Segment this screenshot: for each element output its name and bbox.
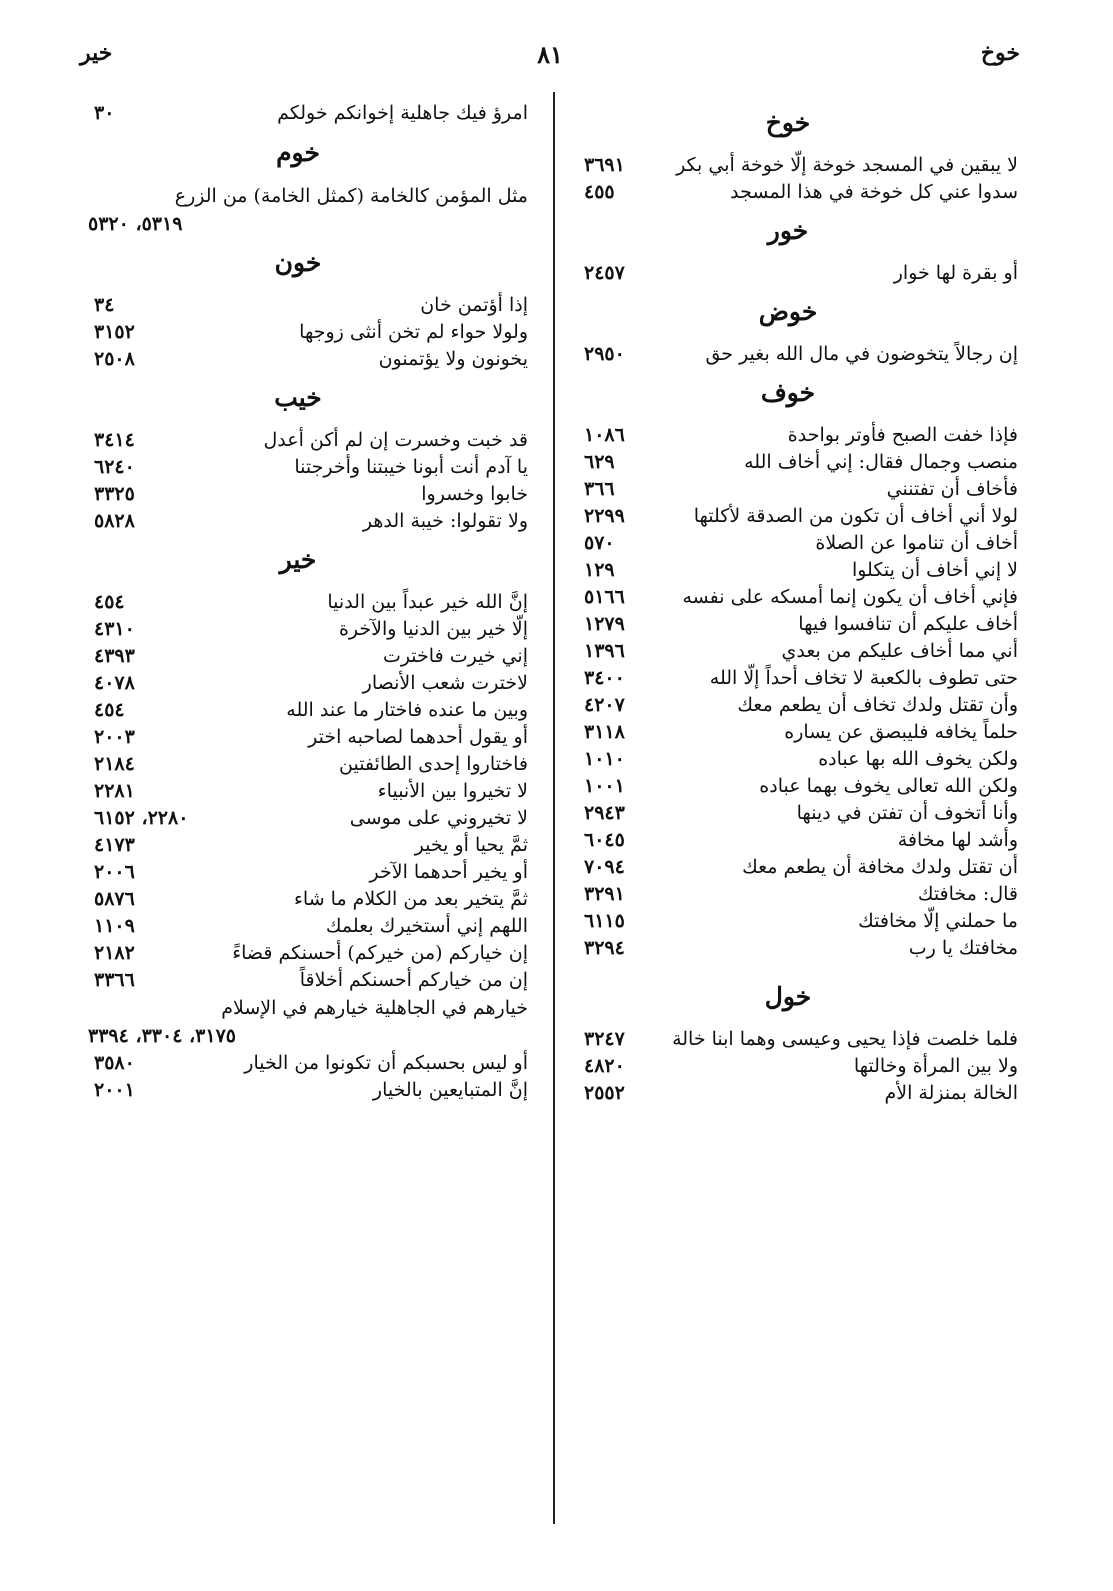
entry-row — [88, 805, 528, 832]
entry-row — [88, 589, 528, 616]
section-heading: خوم — [276, 138, 320, 167]
entry-text: إن من خياركم أحسنكم أخلاقاً — [299, 969, 528, 991]
entry-ref: ٧٠٩٤ — [584, 856, 625, 878]
entry-text: أو يخير أحدهما الآخر — [369, 861, 528, 883]
entry-ref: ٣٥٨٠ — [94, 1052, 135, 1074]
entry-row — [88, 778, 528, 805]
entry-row — [88, 508, 528, 535]
entry-ref: ٦٠٤٥ — [584, 829, 625, 851]
entry-row — [88, 913, 528, 940]
entry-row — [88, 427, 528, 454]
entry-text: لا تخيروا بين الأنبياء — [377, 780, 528, 802]
entry-ref: ٤٥٤ — [94, 591, 125, 613]
entry-row — [578, 584, 1018, 611]
entry-text: مثل المؤمن كالخامة (كمثل الخامة) من الزرع — [174, 185, 528, 207]
entry-text: ولا تقولوا: خيبة الدهر — [362, 510, 528, 532]
entry-ref: ٣٤ — [94, 294, 115, 316]
entry-ref: ٢٠٠٣ — [94, 726, 135, 748]
entry-ref: ٢١٨٤ — [94, 753, 135, 775]
entry-row — [88, 859, 528, 886]
entry-text: فإني أخاف أن يكون إنما أمسكه على نفسه — [682, 586, 1018, 608]
entry-ref: ٤٥٥ — [584, 181, 615, 203]
entry-row — [578, 908, 1018, 935]
entry-ref: ٣٠ — [94, 102, 115, 124]
entry-row — [88, 886, 528, 913]
entry-ref: ١٠٠١ — [584, 775, 625, 797]
entry-row — [88, 454, 528, 481]
entry-ref: ٥٣١٩، ٥٣٢٠ — [88, 213, 183, 235]
entry-text: لاخترت شعب الأنصار — [362, 672, 528, 694]
entry-row — [578, 881, 1018, 908]
entry-text: خابوا وخسروا — [421, 483, 528, 505]
entry-ref: ٤٣٩٣ — [94, 645, 135, 667]
entry-row — [578, 746, 1018, 773]
entry-text: ولا بين المرأة وخالتها — [853, 1055, 1018, 1077]
entry-text: وأن تقتل ولدك تخاف أن يطعم معك — [737, 694, 1018, 716]
entry-row — [88, 697, 528, 724]
entry-text: أو بقرة لها خوار — [893, 262, 1018, 284]
right-column — [578, 98, 1018, 1107]
entry-ref: ٣٣٦٦ — [94, 969, 135, 991]
header-right-keyword: خوخ — [980, 40, 1020, 66]
entry-text: ولكن الله تعالى يخوف بهما عباده — [759, 775, 1018, 797]
entry-text: لا تخيروني على موسى — [349, 807, 528, 829]
entry-row — [88, 643, 528, 670]
entry-ref: ٣٢٤٧ — [584, 1028, 625, 1050]
entry-ref: ٣٦٦ — [584, 478, 615, 500]
section-heading: خول — [764, 982, 812, 1011]
page-number: ٨١ — [537, 40, 563, 69]
entry-row — [578, 476, 1018, 503]
entry-row — [578, 557, 1018, 584]
entry-row — [578, 827, 1018, 854]
entry-row — [578, 692, 1018, 719]
section-heading: خور — [767, 216, 809, 245]
entry-row — [578, 260, 1018, 287]
entry-ref: ٥٨٢٨ — [94, 510, 135, 532]
page-header — [80, 40, 1020, 80]
entry-row — [88, 832, 528, 859]
entry-row — [88, 481, 528, 508]
entry-row — [578, 935, 1018, 962]
entry-row — [578, 1026, 1018, 1053]
entry-text: فأخاف أن تفتنني — [886, 478, 1018, 500]
entry-row — [88, 292, 528, 319]
entry-text: ما حملني إلّا مخافتك — [858, 910, 1018, 932]
entry-ref: ٢٩٤٣ — [584, 802, 625, 824]
entry-ref: ١١٠٩ — [94, 915, 135, 937]
entry-text: ولولا حواء لم تخن أنثى زوجها — [299, 321, 528, 343]
entry-row — [578, 800, 1018, 827]
entry-text: إذا أؤتمن خان — [420, 294, 528, 316]
entry-ref: ١٠١٠ — [584, 748, 625, 770]
entry-text: إني خيرت فاخترت — [382, 645, 528, 667]
entry-row — [578, 611, 1018, 638]
entry-ref: ٢٢٩٩ — [584, 505, 625, 527]
entry-text: أو يقول أحدهما لصاحبه اختر — [308, 726, 528, 748]
entry-text: الخالة بمنزلة الأم — [884, 1082, 1018, 1104]
column-divider — [553, 92, 555, 1524]
section-heading: خوض — [758, 297, 818, 326]
entry-ref: ٢٢٨١ — [94, 780, 135, 802]
section-heading: خوخ — [765, 108, 811, 137]
entry-ref: ٣٢٩٤ — [584, 937, 625, 959]
entry-ref: ٢٥٥٢ — [584, 1082, 625, 1104]
entry-ref: ٥٨٧٦ — [94, 888, 135, 910]
entry-row — [578, 1053, 1018, 1080]
entry-row — [578, 530, 1018, 557]
entry-text: وبين ما عنده فاختار ما عند الله — [286, 699, 528, 721]
entry-row — [578, 449, 1018, 476]
entry-text: إن رجالاً يتخوضون في مال الله بغير حق — [705, 343, 1018, 365]
entry-row — [578, 503, 1018, 530]
entry-row — [578, 422, 1018, 449]
entry-ref: ١٢٩ — [584, 559, 615, 581]
entry-text: أخاف أن تناموا عن الصلاة — [815, 532, 1018, 554]
entry-ref: ٣١٥٢ — [94, 321, 135, 343]
entry-ref: ٣٤٠٠ — [584, 667, 625, 689]
entry-text: أخاف عليكم أن تنافسوا فيها — [798, 613, 1018, 635]
entry-text: سدوا عني كل خوخة في هذا المسجد — [730, 181, 1018, 203]
entry-text: وأنا أتخوف أن تفتن في دينها — [796, 802, 1018, 824]
entry-text: أني مما أخاف عليكم من بعدي — [781, 640, 1018, 662]
entry-row — [88, 346, 528, 373]
section-heading: خون — [274, 248, 322, 277]
entry-text: فاختاروا إحدى الطائفتين — [339, 753, 528, 775]
header-left-keyword: خير — [80, 40, 113, 66]
entry-text: حلماً يخافه فليبصق عن يساره — [784, 721, 1018, 743]
entry-text: ثمَّ يحيا أو يخير — [414, 834, 528, 856]
entry-row — [88, 724, 528, 751]
entry-row — [88, 670, 528, 697]
entry-ref: ٣٢٩١ — [584, 883, 625, 905]
entry-row — [88, 751, 528, 778]
entry-row — [88, 967, 528, 994]
entry-ref: ٤٣١٠ — [94, 618, 135, 640]
entry-ref: ٣٤١٤ — [94, 429, 135, 451]
entry-text: خيارهم في الجاهلية خيارهم في الإسلام — [221, 997, 528, 1019]
left-column — [88, 98, 528, 1104]
entry-text: إنَّ الله خير عبداً بين الدنيا — [327, 591, 528, 613]
entry-ref: ٢٤٥٧ — [584, 262, 625, 284]
entry-text: منصب وجمال فقال: إني أخاف الله — [744, 451, 1018, 473]
entry-row — [578, 341, 1018, 368]
spacer — [578, 962, 1018, 972]
entry-ref: ٤٨٢٠ — [584, 1055, 625, 1077]
entry-text: أن تقتل ولدك مخافة أن يطعم معك — [742, 856, 1018, 878]
entry-text: اللهم إني أستخيرك بعلمك — [325, 915, 528, 937]
entry-ref: ٢٥٠٨ — [94, 348, 135, 370]
entry-row — [578, 179, 1018, 206]
entry-ref: ١٢٧٩ — [584, 613, 625, 635]
entry-ref: ٦٢٤٠ — [94, 456, 135, 478]
section-heading: خيب — [274, 383, 322, 412]
entry-text: إلّا خير بين الدنيا والآخرة — [338, 618, 528, 640]
entry-row — [88, 98, 528, 128]
entry-text: ثمَّ يتخير بعد من الكلام ما شاء — [293, 888, 528, 910]
entry-row — [88, 1050, 528, 1077]
entry-ref: ٢٠٠١ — [94, 1079, 135, 1101]
entry-text: يخونون ولا يؤتمنون — [378, 348, 528, 370]
entry-text: فلما خلصت فإذا يحيى وعيسى وهما ابنا خالة — [672, 1028, 1018, 1050]
entry-ref: ٢٩٥٠ — [584, 343, 625, 365]
entry-text: إن خياركم (من خيركم) أحسنكم قضاءً — [232, 942, 528, 964]
entry-ref: ٣٦٩١ — [584, 154, 625, 176]
entry-ref: ٦٢٩ — [584, 451, 615, 473]
entry-ref: ٦١١٥ — [584, 910, 625, 932]
entry-ref: ٢١٨٢ — [94, 942, 135, 964]
entry-text: لولا أني أخاف أن تكون من الصدقة لأكلتها — [693, 505, 1018, 527]
entry-row — [578, 638, 1018, 665]
entry-row — [578, 854, 1018, 881]
entry-ref: ٤١٧٣ — [94, 834, 135, 856]
entry-ref: ٥٧٠ — [584, 532, 615, 554]
entry-ref: ٣١٧٥، ٣٣٠٤، ٣٣٩٤ — [88, 1025, 236, 1047]
entry-text: لا يبقين في المسجد خوخة إلّا خوخة أبي بكر — [676, 154, 1018, 176]
entry-ref: ٣٣٢٥ — [94, 483, 135, 505]
entry-row — [578, 773, 1018, 800]
entry-text: إنَّ المتبايعين بالخيار — [372, 1079, 528, 1101]
entry-row — [578, 152, 1018, 179]
entry-ref: ٢٠٠٦ — [94, 861, 135, 883]
entry-ref: ٢٢٨٠، ٦١٥٢ — [94, 807, 189, 829]
entry-ref: ٣١١٨ — [584, 721, 625, 743]
entry-text: أو ليس بحسبكم أن تكونوا من الخيار — [244, 1052, 528, 1074]
entry-text: لا إني أخاف أن يتكلوا — [851, 559, 1018, 581]
entry-text: ولكن يخوف الله بها عباده — [818, 748, 1018, 770]
entry-text: قد خبت وخسرت إن لم أكن أعدل — [263, 429, 528, 451]
section-heading: خوف — [760, 378, 816, 407]
entry-text: وأشد لها مخافة — [897, 829, 1018, 851]
entry-text: حتى تطوف بالكعبة لا تخاف أحداً إلّا الله — [709, 667, 1018, 689]
entry-row — [88, 1077, 528, 1104]
entry-ref: ٤٠٧٨ — [94, 672, 135, 694]
entry-ref: ٤٢٠٧ — [584, 694, 625, 716]
entry-row — [88, 940, 528, 967]
entry-text: مخافتك يا رب — [908, 937, 1018, 959]
entry-row — [88, 319, 528, 346]
entry-text: امرؤ فيك جاهلية إخوانكم خولكم — [277, 102, 528, 124]
entry-row — [88, 616, 528, 643]
entry-text: يا آدم أنت أبونا خيبتنا وأخرجتنا — [294, 456, 528, 478]
entry-text: قال: مخافتك — [917, 883, 1018, 905]
entry-row — [578, 665, 1018, 692]
entry-row — [578, 719, 1018, 746]
entry-ref: ١٠٨٦ — [584, 424, 625, 446]
entry-ref: ١٣٩٦ — [584, 640, 625, 662]
entry-row — [578, 1080, 1018, 1107]
entry-ref: ٤٥٤ — [94, 699, 125, 721]
section-heading: خير — [279, 545, 317, 574]
entry-ref: ٥١٦٦ — [584, 586, 625, 608]
entry-text: فإذا خفت الصبح فأوتر بواحدة — [787, 424, 1018, 446]
